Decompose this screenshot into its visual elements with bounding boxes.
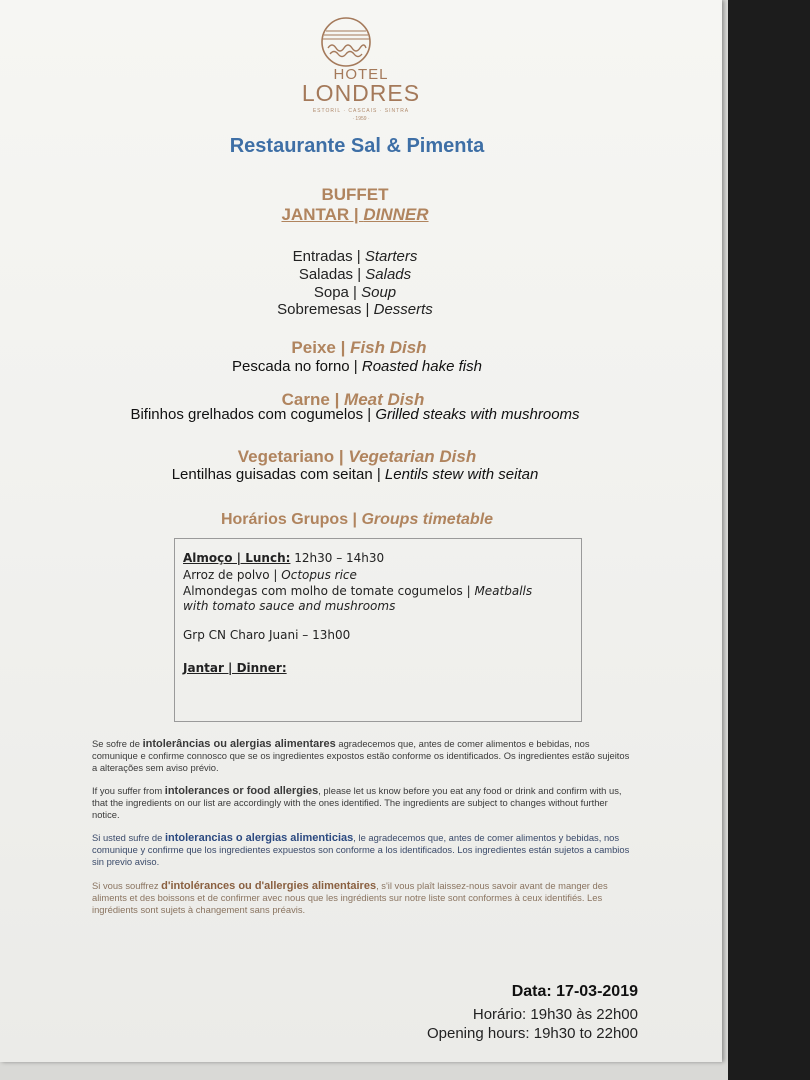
section-fish-dish — [0, 358, 718, 375]
section-head-en: Vegetarian Dish — [348, 447, 477, 466]
hotel-name: LONDRES — [301, 80, 421, 106]
section-vegetarian-heading — [0, 447, 718, 467]
notice-text: agradecemos que, antes de comer alimentos e bebidas, nos comunique e confirme connosco que se os ingredientes expostos estão conforme os identificados. Os ingredientes estão sujeitos a alterações sem aviso prévio. — [92, 738, 630, 773]
item-en: Octopus rice — [281, 568, 357, 582]
opening-hours-en: Opening hours: 19h30 to 22h00 — [426, 1025, 638, 1042]
opening-hours-pt: Horário: 19h30 às 22h00 — [472, 1006, 638, 1023]
lunch-label: Almoço | Lunch: — [183, 551, 291, 565]
course-en: Salads — [365, 266, 412, 283]
allergy-notice-es — [92, 832, 637, 868]
hotel-logo-icon — [318, 14, 374, 70]
lunch-item — [183, 568, 357, 582]
section-head-en: Meat Dish — [344, 390, 425, 409]
lunch-item-continued — [183, 599, 395, 613]
course-item — [0, 248, 716, 265]
course-item — [0, 266, 716, 283]
course-item — [0, 284, 716, 301]
groups-head-en: Groups timetable — [361, 511, 494, 528]
meal-title-en: DINNER — [363, 205, 429, 224]
hotel-tagline: ESTORIL · CASCAIS · SINTRA — [312, 108, 410, 114]
course-item — [0, 301, 716, 318]
lunch-item — [183, 584, 532, 598]
section-head-pt: Peixe | — [291, 338, 351, 357]
dish-en: Lentils stew with seitan — [384, 466, 539, 483]
menu-date: Data: 17-03-2019 — [511, 983, 638, 1000]
dish-en: Grilled steaks with mushrooms — [375, 406, 580, 423]
notice-text: Si usted sufre de — [92, 832, 165, 843]
section-meat-dish — [0, 406, 716, 423]
notice-emphasis: intolerances or food allergies — [164, 785, 319, 797]
item-en: with tomato sauce and mushrooms — [183, 599, 396, 613]
group-reservation: Grp CN Charo Juani – 13h00 — [183, 628, 351, 642]
course-pt: Sobremesas | — [277, 301, 374, 318]
meal-title-pt: JANTAR | — [281, 205, 364, 224]
course-pt: Saladas | — [298, 266, 366, 283]
dish-pt: Bifinhos grelhados com cogumelos | — [130, 406, 376, 423]
restaurant-title: Restaurante Sal & Pimenta — [229, 135, 485, 157]
notice-text: Si vous souffrez — [92, 880, 162, 891]
course-en: Soup — [361, 284, 397, 301]
course-pt: Sopa | — [313, 284, 362, 301]
section-head-pt: Vegetariano | — [237, 447, 349, 466]
groups-head-pt: Horários Grupos | — [220, 511, 362, 528]
allergy-notice-pt — [92, 738, 637, 774]
dish-en: Roasted hake fish — [361, 358, 482, 375]
notice-emphasis: d'intolérances ou d'allergies alimentaires — [161, 880, 377, 892]
buffet-title: BUFFET — [321, 185, 389, 204]
allergy-notice-en — [92, 785, 637, 821]
item-en: Meatballs — [474, 584, 533, 598]
notice-emphasis: intolerâncias ou alergias alimentares — [142, 738, 336, 750]
item-pt: Arroz de polvo | — [183, 568, 282, 582]
hotel-name-small: HOTEL — [333, 66, 389, 83]
dinner-label: Jantar | Dinner: — [183, 661, 287, 675]
course-en: Desserts — [373, 301, 433, 318]
allergy-notice-fr — [92, 880, 637, 916]
notice-text: , please let us know before you eat any food or drink and confirm with us, that the ingredients on our list are accordingly with the ones identified. The ingredients are subject to changes without further notice. — [92, 785, 622, 820]
section-vegetarian-dish — [0, 466, 716, 483]
notice-emphasis: intolerancias o alergias alimenticias — [164, 832, 354, 844]
meal-title — [0, 205, 716, 225]
dish-pt: Lentilhas guisadas com seitan | — [171, 466, 385, 483]
course-en: Starters — [364, 248, 418, 265]
groups-timetable-box — [174, 538, 582, 722]
section-fish-heading — [0, 338, 720, 358]
section-head-pt: Carne | — [281, 390, 345, 409]
course-pt: Entradas | — [292, 248, 365, 265]
lunch-line — [183, 551, 384, 565]
notice-text: Se sofre de — [92, 738, 143, 749]
notice-text: If you suffer from — [92, 785, 165, 796]
dish-pt: Pescada no forno | — [232, 358, 362, 375]
notice-text: , le agradecemos que, antes de comer alimentos y bebidas, nos comunique y confirme que los ingredientes expuestos son conforme a los identificados. Los ingredientes están sujetos a cambios sin previo aviso. — [92, 832, 630, 867]
lunch-time: 12h30 – 14h30 — [290, 551, 385, 565]
notice-text: , s'il vous plaît laissez-nous savoir avant de manger des aliments et des boissons et de confirmer avec nous que les ingrédients sur notre liste sont conformes à ceux identifiés. Les ingrédients sont sujets à changement sans préavis. — [92, 880, 608, 915]
section-head-en: Fish Dish — [350, 338, 427, 357]
item-pt: Almondegas com molho de tomate cogumelos | — [183, 584, 475, 598]
groups-heading — [0, 511, 718, 529]
hotel-year: · 1959 · — [352, 116, 370, 122]
